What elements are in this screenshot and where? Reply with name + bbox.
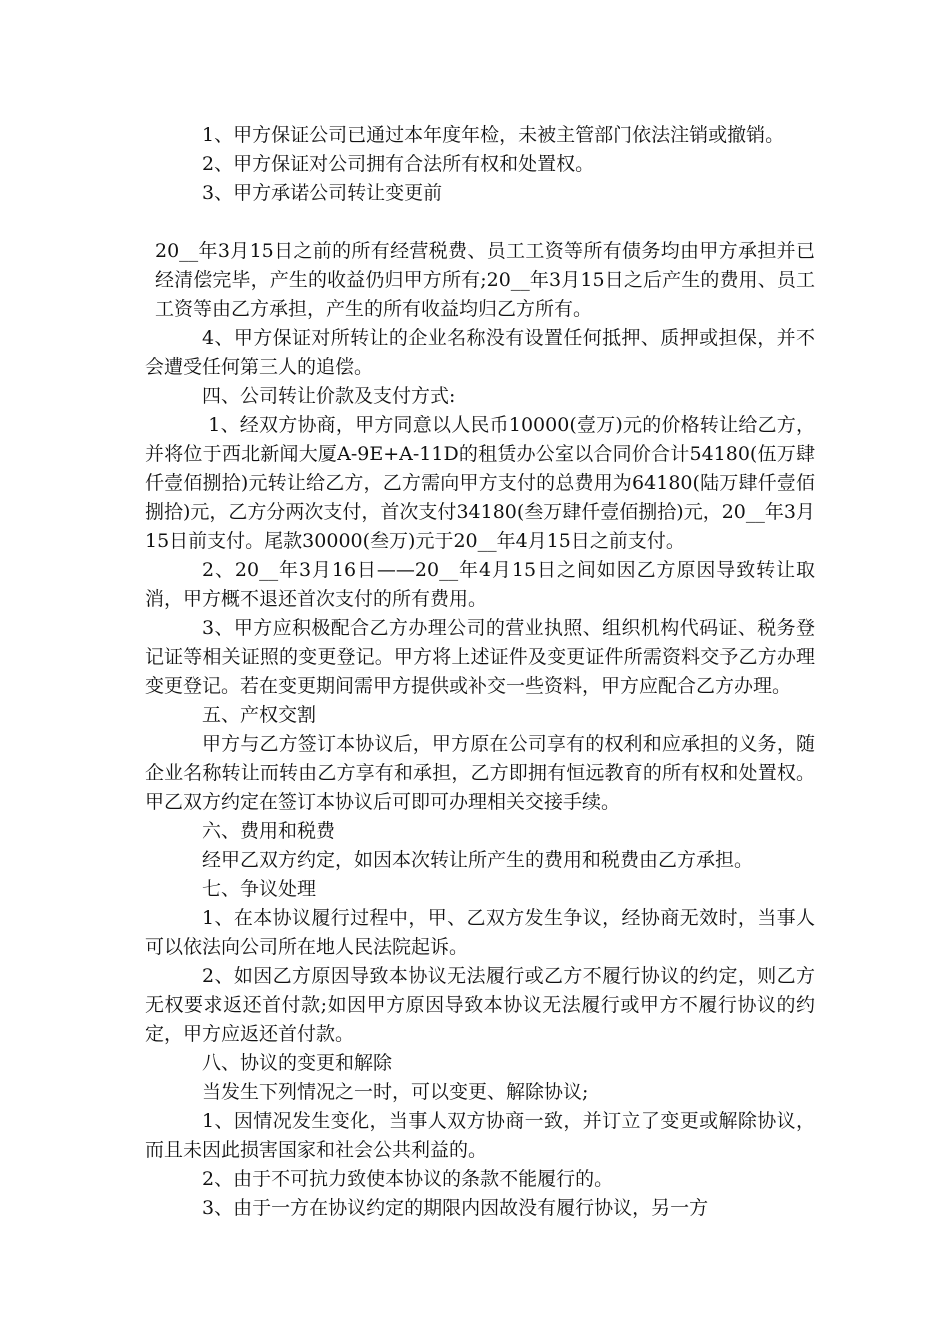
document-body <box>145 121 815 1223</box>
change-clause-3: 3、由于一方在协议约定的期限内因故没有履行协议，另一方 <box>202 1197 709 1219</box>
clause-1-company-annual-inspection: 1、甲方保证公司已通过本年度年检，未被主管部门依法注销或撤销。 <box>202 124 785 146</box>
section-heading-fees-taxes: 六、费用和税费 <box>202 820 336 842</box>
section-heading-property-transfer: 五、产权交割 <box>202 704 317 726</box>
price-clause-2: 2、20__年3月16日——20__年4月15日之间如因乙方原因导致转让取消，甲方概不退还首次支付的所有费用。 <box>145 559 815 610</box>
fees-taxes-text: 经甲乙双方约定，如因本次转让所产生的费用和税费由乙方承担。 <box>202 849 754 871</box>
property-transfer-text: 甲方与乙方签订本协议后，甲方原在公司享有的权利和应承担的义务，随企业名称转让而转由乙方享有和承担，乙方即拥有恒远教育的所有权和处置权。甲乙双方约定在签订本协议后可即可办理相关交接手续。 <box>145 733 815 813</box>
price-clause-1: 1、经双方协商，甲方同意以人民币10000(壹万)元的价格转让给乙方，并将位于西北新闻大厦A-9E+A-11D的租赁办公室以合同价合计54180(伍万肆仟壹佰捌拾)元转让给乙方，乙方需向甲方支付的总费用为64180(陆万肆仟壹佰捌拾)元，乙方分两次支付，首次支付34180(叁万肆仟壹佰捌拾)元，20__年3月15日前支付。尾款30000(叁万)元于20__年4月15日之前支付。 <box>145 414 815 552</box>
section-heading-change-termination: 八、协议的变更和解除 <box>202 1052 393 1074</box>
price-clause-3: 3、甲方应积极配合乙方办理公司的营业执照、组织机构代码证、税务登记证等相关证照的变更登记。甲方将上述证件及变更证件所需资料交予乙方办理变更登记。若在变更期间需甲方提供或补交一些资料，甲方应配合乙方办理。 <box>145 617 815 697</box>
change-clause-2: 2、由于不可抗力致使本协议的条款不能履行的。 <box>202 1168 614 1190</box>
clause-3-commitment: 3、甲方承诺公司转让变更前 <box>202 182 443 204</box>
dispute-clause-1: 1、在本协议履行过程中，甲、乙双方发生争议，经协商无效时，当事人可以依法向公司所在地人民法院起诉。 <box>145 907 815 958</box>
clause-2-ownership-guarantee: 2、甲方保证对公司拥有合法所有权和处置权。 <box>202 153 595 175</box>
clause-3-continued: 20__年3月15日之前的所有经营税费、员工工资等所有债务均由甲方承担并已经清偿完毕，产生的收益仍归甲方所有;20__年3月15日之后产生的费用、员工工资等由乙方承担，产生的所有收益均归乙方所有。 <box>155 240 815 320</box>
change-termination-intro: 当发生下列情况之一时，可以变更、解除协议; <box>202 1081 589 1103</box>
blank-line <box>145 208 815 237</box>
clause-4-no-mortgage: 4、甲方保证对所转让的企业名称没有设置任何抵押、质押或担保，并不会遭受任何第三人的追偿。 <box>145 327 815 378</box>
section-heading-dispute: 七、争议处理 <box>202 878 317 900</box>
section-heading-price-payment: 四、公司转让价款及支付方式: <box>202 385 456 407</box>
change-clause-1: 1、因情况发生变化，当事人双方协商一致，并订立了变更或解除协议，而且未因此损害国家和社会公共利益的。 <box>145 1110 815 1161</box>
dispute-clause-2: 2、如因乙方原因导致本协议无法履行或乙方不履行协议的约定，则乙方无权要求返还首付款;如因甲方原因导致本协议无法履行或甲方不履行协议的约定，甲方应返还首付款。 <box>145 965 815 1045</box>
